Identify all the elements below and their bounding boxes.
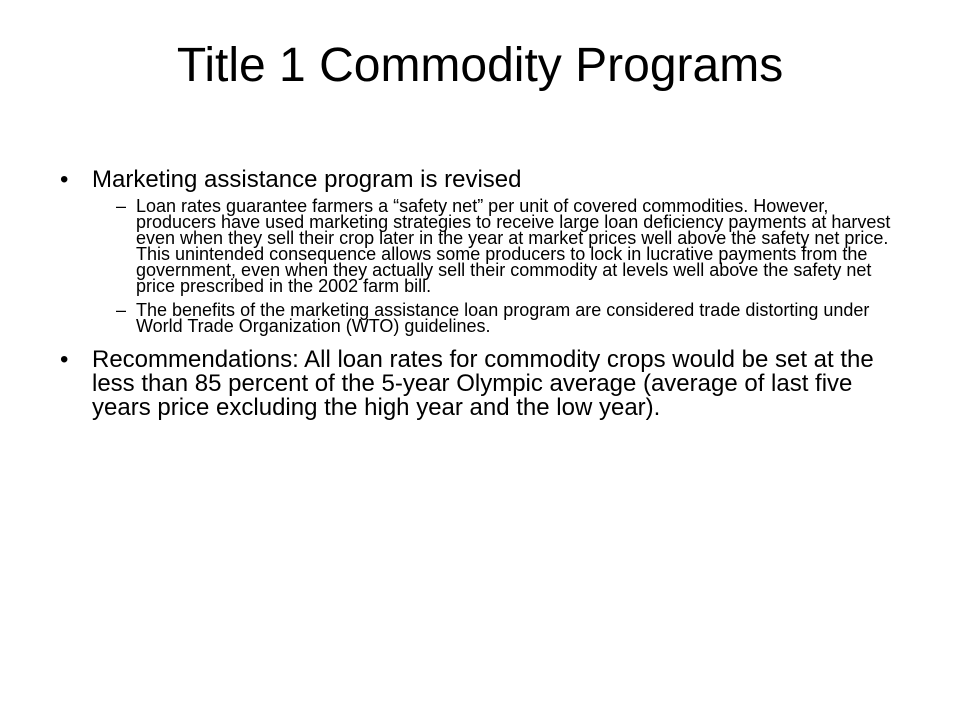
sub-bullet-list — [60, 198, 910, 334]
dash-icon: – — [116, 300, 127, 320]
sub-bullet-text: The benefits of the marketing assistance loan program are considered trade distorting under World Trade Organization (WTO) guidelines. — [136, 300, 870, 336]
sub-bullet-item-wto — [60, 302, 910, 334]
sub-bullet-item-loan-rates — [60, 198, 910, 294]
slide-body — [60, 168, 910, 420]
bullet-item-marketing — [60, 168, 910, 192]
dash-icon: – — [116, 196, 127, 216]
slide-title: Title 1 Commodity Programs — [176, 39, 784, 92]
bullet-icon: • — [60, 166, 69, 193]
bullet-text: Marketing assistance program is revised — [92, 166, 522, 193]
bullet-item-recommendations — [60, 348, 910, 420]
bullet-text: Recommendations: All loan rates for commodity crops would be set at the less than 85 percent of the 5-year Olympic average (average of last five years price excluding the high year and the low year). — [92, 346, 874, 421]
sub-bullet-text: Loan rates guarantee farmers a “safety net” per unit of covered commodities. However, producers have used marketing strategies to receive large loan deficiency payments at harvest even when they sell their crop later in the year at market prices well above the safety net price. This unintended consequence allows some producers to lock in lucrative payments from the government, even when they actually sell their commodity at levels well above the safety net price prescribed in the 2002 farm bill. — [136, 196, 891, 296]
bullet-icon: • — [60, 346, 69, 373]
